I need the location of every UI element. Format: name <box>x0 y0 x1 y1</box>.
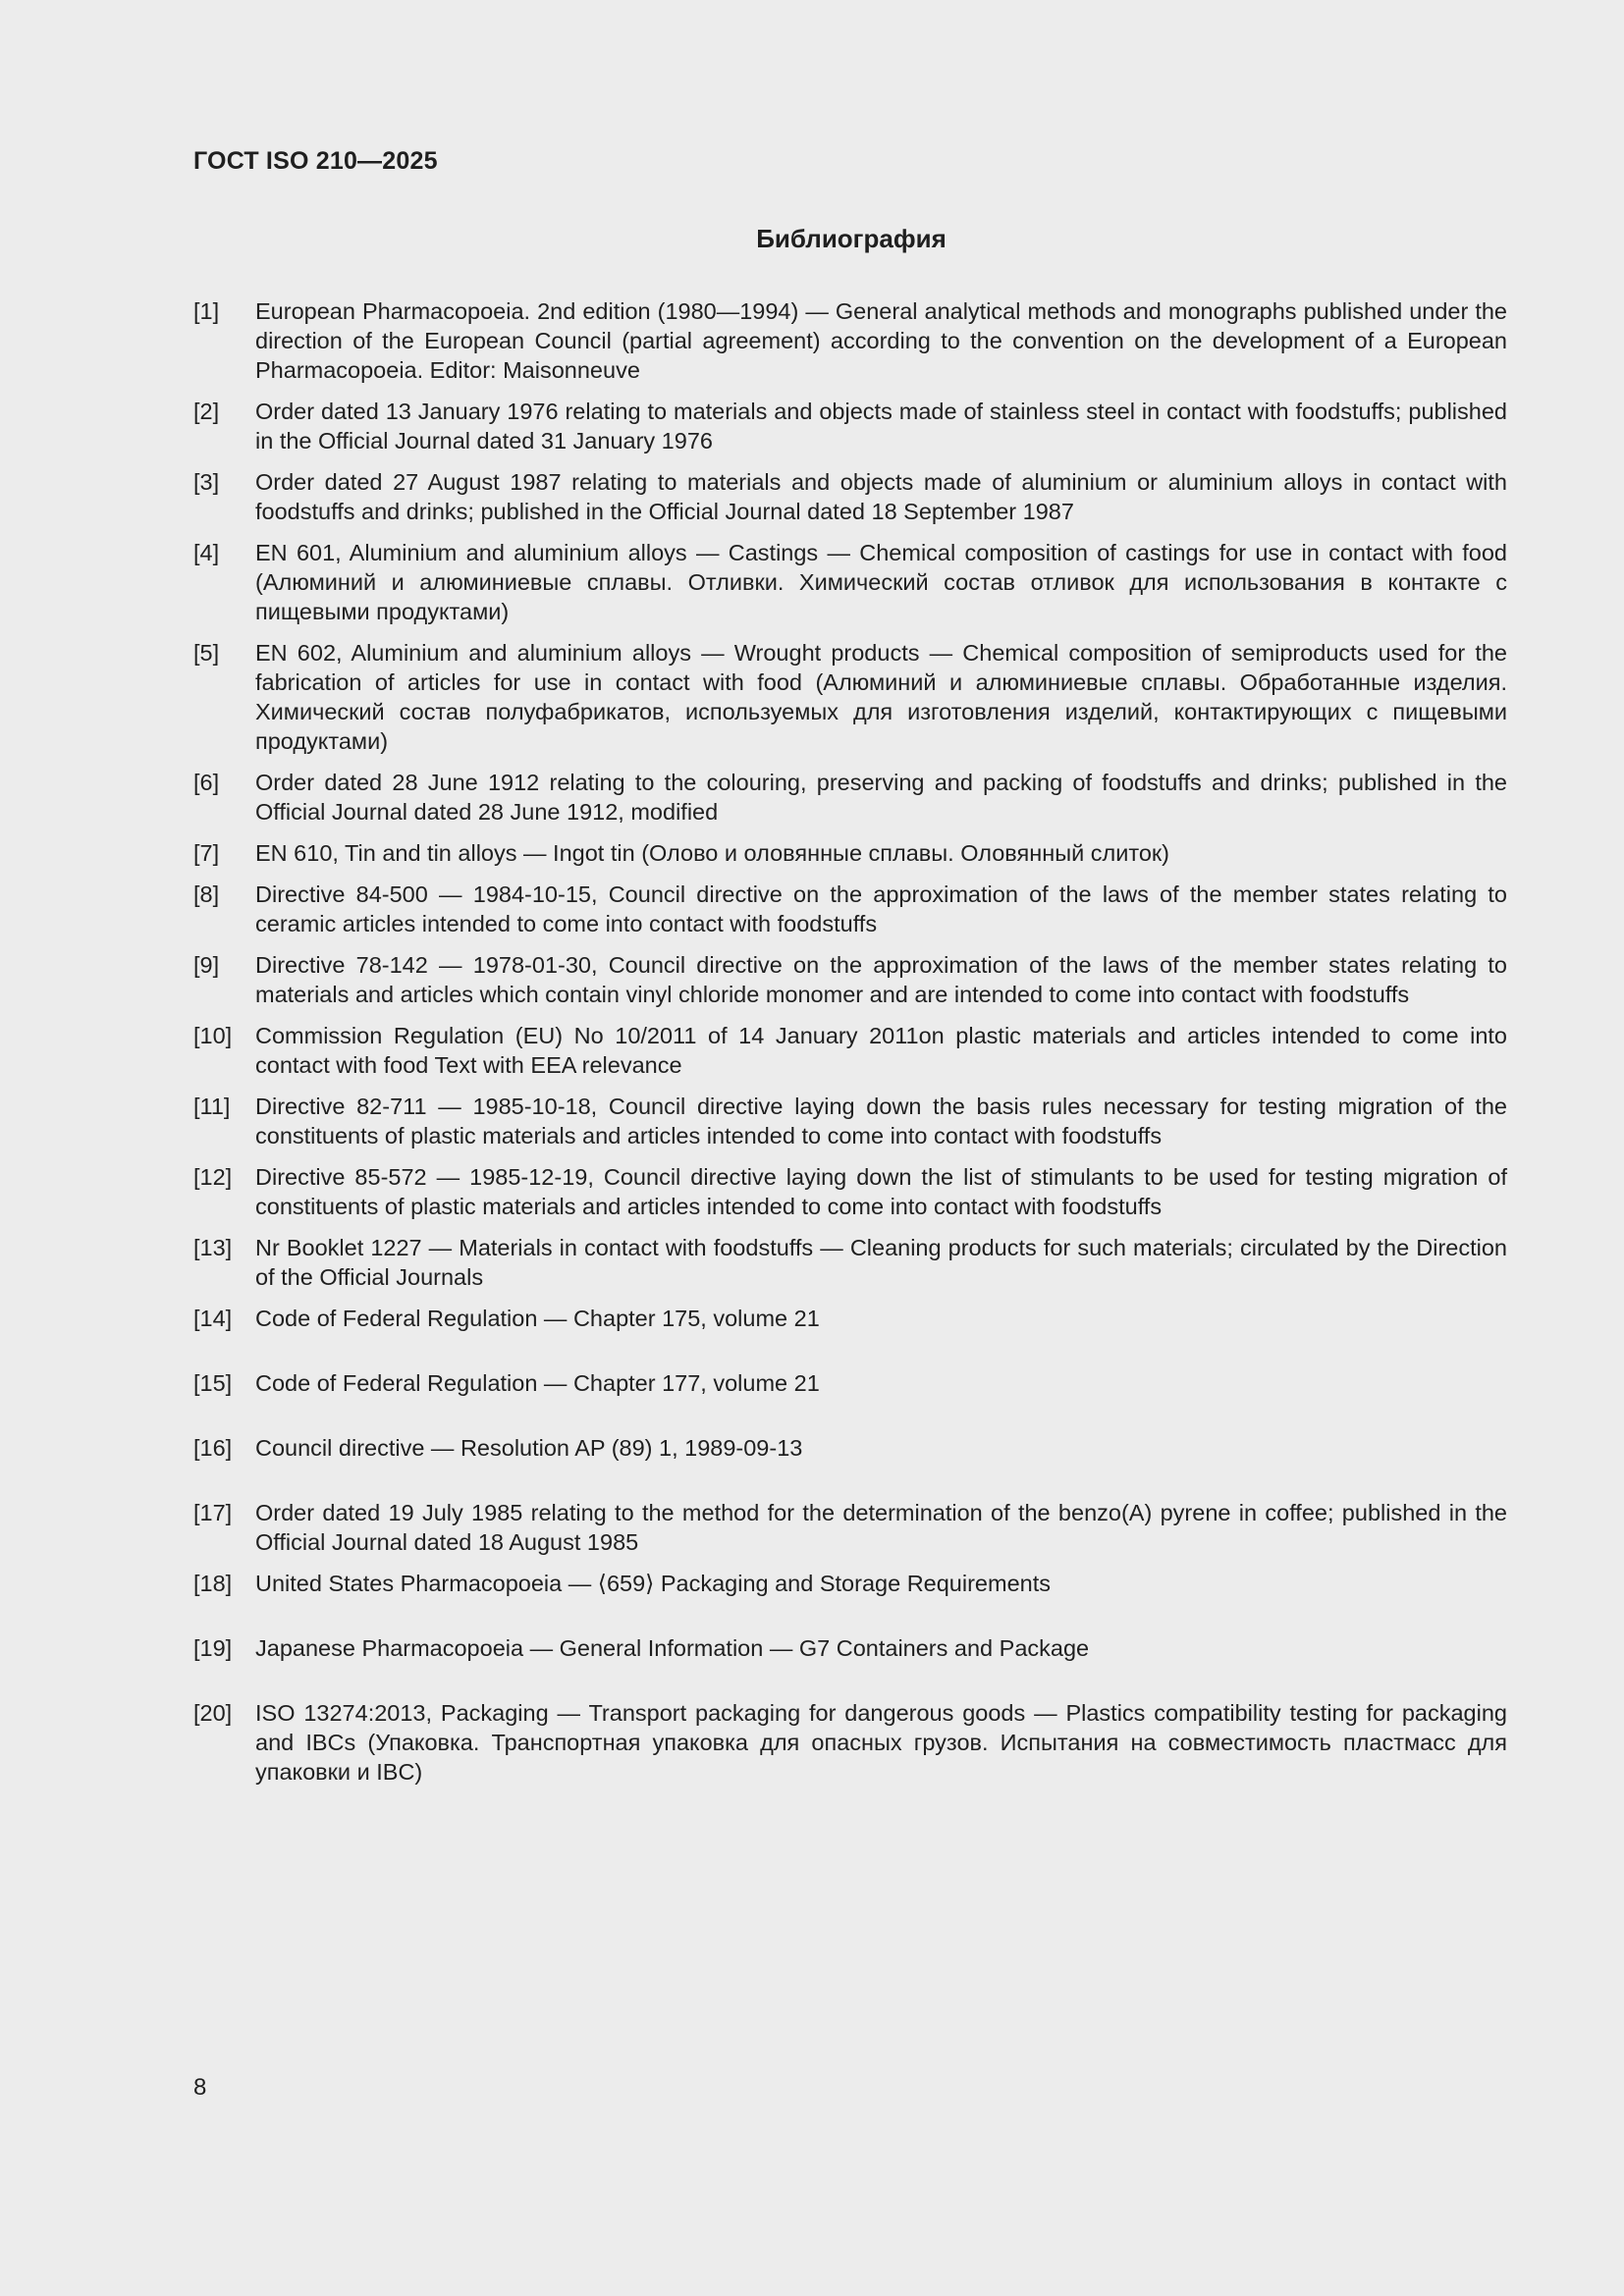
entry-text: Directive 85-572 — 1985-12-19, Council directive laying down the list of stimulants to be used for testing migration of constituents of plastic materials and articles intended to come into contact with foodstuffs <box>255 1164 1507 1219</box>
entry-number: [7] <box>193 840 220 866</box>
entry-text: EN 602, Aluminium and aluminium alloys — Wrought products — Chemical composition of semiproducts used for the fabrication of articles for use in contact with food (Алюминий и алюминиевые сплавы. Обработанные изделия. Химический состав полуфабрикатов, используемых для изготовления изделий, контактирующих с пищевыми продуктами) <box>255 640 1507 754</box>
entry-text: Order dated 27 August 1987 relating to materials and objects made of aluminium or aluminium alloys in contact with foodstuffs and drinks; published in the Official Journal dated 18 September 1987 <box>255 469 1507 524</box>
entry-text: Japanese Pharmacopoeia — General Information — G7 Containers and Package <box>255 1635 1090 1661</box>
bibliography-entry <box>193 880 1507 938</box>
bibliography-entry <box>193 1433 1507 1463</box>
entry-text: Directive 78-142 — 1978-01-30, Council directive on the approximation of the laws of the member states relating to materials and articles which contain vinyl chloride monomer and are intended to come into contact with foodstuffs <box>255 952 1507 1007</box>
entry-text: Council directive — Resolution AP (89) 1, 1989-09-13 <box>255 1435 803 1461</box>
bibliography-entry <box>193 296 1507 385</box>
bibliography-entry <box>193 1092 1507 1150</box>
entry-number: [5] <box>193 640 220 666</box>
entry-text: EN 610, Tin and tin alloys — Ingot tin (Олово и оловянные сплавы. Оловянный слиток) <box>255 840 1170 866</box>
bibliography-entry <box>193 1633 1507 1663</box>
entry-number: [2] <box>193 399 220 424</box>
bibliography-entry <box>193 838 1507 868</box>
entry-text: Code of Federal Regulation — Chapter 175, volume 21 <box>255 1306 820 1331</box>
document-designation: ГОСТ ISO 210—2025 <box>193 147 438 175</box>
entry-text: Commission Regulation (EU) No 10/2011 of 14 January 2011on plastic materials and articles intended to come into contact with food Text with EEA relevance <box>255 1023 1507 1078</box>
entry-text: EN 601, Aluminium and aluminium alloys — Castings — Chemical composition of castings for use in contact with food (Алюминий и алюминиевые сплавы. Отливки. Химический состав отливок для использования в контакте с пищевыми продуктами) <box>255 540 1507 624</box>
bibliography-entry <box>193 638 1507 756</box>
entry-text: Directive 82-711 — 1985-10-18, Council directive laying down the basis rules necessary for testing migration of the constituents of plastic materials and articles intended to come into contact with foodstuffs <box>255 1094 1507 1148</box>
entry-number: [1] <box>193 298 220 324</box>
entry-text: Order dated 13 January 1976 relating to materials and objects made of stainless steel in contact with foodstuffs; published in the Official Journal dated 31 January 1976 <box>255 399 1507 454</box>
entry-number: [17] <box>193 1500 233 1525</box>
entry-number: [6] <box>193 770 220 795</box>
entry-number: [14] <box>193 1306 233 1331</box>
entry-number: [19] <box>193 1635 233 1661</box>
entry-number: [9] <box>193 952 220 978</box>
bibliography-entry <box>193 950 1507 1009</box>
entry-text: Order dated 28 June 1912 relating to the colouring, preserving and packing of foodstuffs and drinks; published in the Official Journal dated 28 June 1912, modified <box>255 770 1507 825</box>
bibliography-entry <box>193 1162 1507 1221</box>
entry-number: [4] <box>193 540 220 565</box>
entry-text: ISO 13274:2013, Packaging — Transport packaging for dangerous goods — Plastics compatibility testing for packaging and IBCs (Упаковка. Транспортная упаковка для опасных грузов. Испытания на совместимость пластмасс для упаковки и IBC) <box>255 1700 1507 1785</box>
bibliography-entry <box>193 1569 1507 1598</box>
entry-number: [15] <box>193 1370 233 1396</box>
entry-number: [3] <box>193 469 220 495</box>
bibliography-entry <box>193 1233 1507 1292</box>
entry-text: Code of Federal Regulation — Chapter 177, volume 21 <box>255 1370 820 1396</box>
bibliography-entry <box>193 467 1507 526</box>
entry-text: Order dated 19 July 1985 relating to the method for the determination of the benzo(A) pyrene in coffee; published in the Official Journal dated 18 August 1985 <box>255 1500 1507 1555</box>
bibliography-entry <box>193 538 1507 626</box>
bibliography-entry <box>193 1368 1507 1398</box>
bibliography-title: Библиография <box>756 224 947 253</box>
entry-number: [8] <box>193 881 220 907</box>
entry-number: [16] <box>193 1435 233 1461</box>
entry-number: [12] <box>193 1164 233 1190</box>
bibliography-entry <box>193 1498 1507 1557</box>
entry-number: [20] <box>193 1700 233 1726</box>
entry-number: [13] <box>193 1235 233 1260</box>
bibliography-entry <box>193 397 1507 455</box>
bibliography-entry <box>193 1021 1507 1080</box>
bibliography-entry <box>193 1304 1507 1333</box>
bibliography-entry <box>193 1698 1507 1787</box>
page-number: 8 <box>193 2074 207 2101</box>
entry-number: [11] <box>193 1094 231 1119</box>
bibliography-list <box>193 296 1507 1798</box>
entry-text: Directive 84-500 — 1984-10-15, Council directive on the approximation of the laws of the member states relating to ceramic articles intended to come into contact with foodstuffs <box>255 881 1507 936</box>
entry-text: Nr Booklet 1227 — Materials in contact with foodstuffs — Cleaning products for such materials; circulated by the Direction of the Official Journals <box>255 1235 1507 1290</box>
entry-text: European Pharmacopoeia. 2nd edition (1980—1994) — General analytical methods and monographs published under the direction of the European Council (partial agreement) according to the convention on the development of a European Pharmacopoeia. Editor: Maisonneuve <box>255 298 1507 383</box>
bibliography-entry <box>193 768 1507 827</box>
entry-number: [10] <box>193 1023 233 1048</box>
entry-number: [18] <box>193 1571 233 1596</box>
entry-text: United States Pharmacopoeia — ⟨659⟩ Packaging and Storage Requirements <box>255 1571 1051 1596</box>
